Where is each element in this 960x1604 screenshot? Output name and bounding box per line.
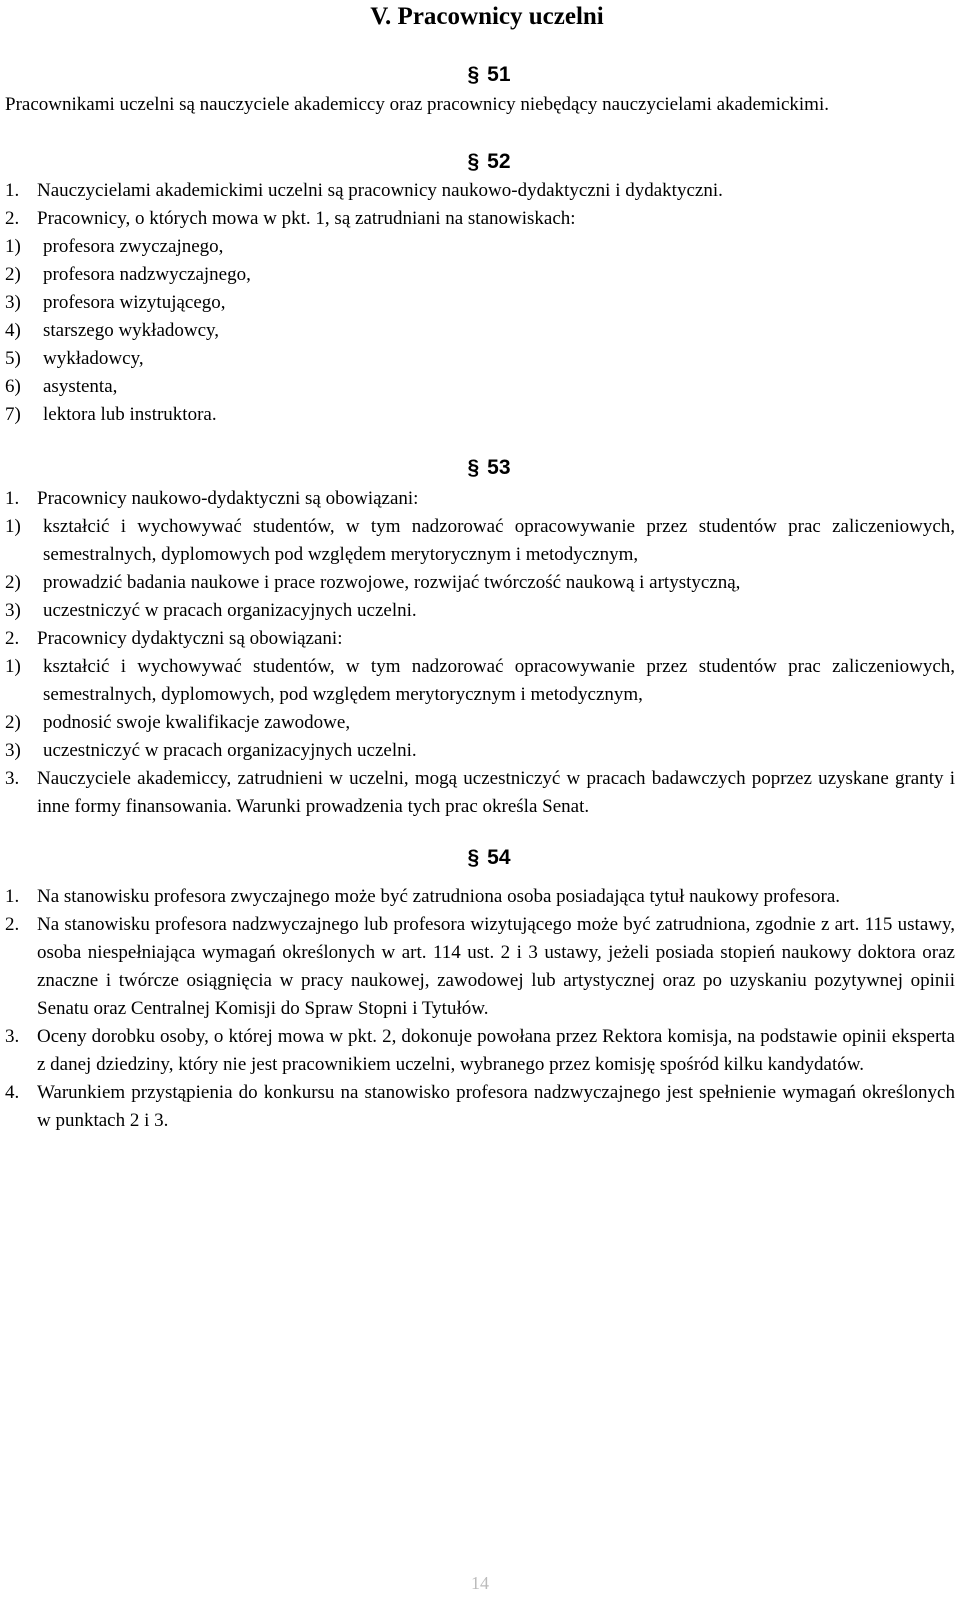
subitem-text: kształcić i wychowywać studentów, w tym nadzorować opracowywanie przez studentów prac zaliczeniowych, semestralnych, dyplomowych pod względem merytorycznym i metodycznym, — [43, 516, 955, 565]
point-number: 2. — [5, 208, 20, 229]
subitem-number: 6) — [5, 376, 21, 397]
subitem-text: asystenta, — [43, 376, 118, 397]
subitem-number: 1) — [5, 236, 21, 257]
point — [5, 1079, 955, 1135]
subitem-text: lektora lub instruktora. — [43, 404, 217, 425]
point — [5, 1023, 955, 1079]
subitem-number: 7) — [5, 404, 21, 425]
point-number: 1. — [5, 488, 20, 509]
section-number: 52 — [487, 150, 511, 173]
section-symbol: § — [467, 846, 480, 869]
subitem-number: 2) — [5, 264, 21, 285]
subitem-number: 3) — [5, 292, 21, 313]
subitem-number: 5) — [5, 348, 21, 369]
subitem-text: uczestniczyć w pracach organizacyjnych uczelni. — [43, 740, 417, 761]
point-text: Oceny dorobku osoby, o której mowa w pkt. 2, dokonuje powołana przez Rektora komisja, na podstawie opinii eksperta z danej dziedziny, który nie jest pracownikiem uczelni, wybranego przez komisję spośród kilku kandydatów. — [37, 1026, 955, 1075]
section-number: 53 — [487, 456, 511, 479]
subitem-number: 3) — [5, 740, 21, 761]
subitem-text: profesora wizytującego, — [43, 292, 226, 313]
point-text: Na stanowisku profesora zwyczajnego może być zatrudniona osoba posiadająca tytuł naukowy profesora. — [37, 886, 841, 907]
point-number: 1. — [5, 886, 20, 907]
section-heading — [5, 453, 955, 483]
point — [5, 177, 955, 205]
point-number: 1. — [5, 180, 20, 201]
subitem — [5, 709, 955, 737]
subitem — [5, 289, 955, 317]
point-text: Na stanowisku profesora nadzwyczajnego lub profesora wizytującego może być zatrudniona, zgodnie z art. 115 ustawy, osoba niespełniająca wymagań określonych w art. 114 ust. 2 i 3 ustawy, jeżeli posiada stopień naukowy doktora oraz znaczne i twórcze osiągnięcia w pracy naukowej, zawodowej lub artystycznej oraz po uzyskaniu pozytywnej opinii Senatu oraz Centralnej Komisji do Spraw Stopni i Tytułów. — [37, 914, 955, 1019]
subitem — [5, 597, 955, 625]
point — [5, 625, 955, 653]
section-number: 51 — [487, 63, 511, 86]
subitem-text: profesora zwyczajnego, — [43, 236, 224, 257]
section-symbol: § — [467, 150, 480, 173]
point-number: 2. — [5, 628, 20, 649]
subitem — [5, 737, 955, 765]
point-number: 3. — [5, 768, 20, 789]
point-text: Warunkiem przystąpienia do konkursu na stanowisko profesora nadzwyczajnego jest spełnienie wymagań określonych w punktach 2 i 3. — [37, 1082, 955, 1131]
document-page — [5, 0, 955, 1135]
section-54 — [5, 843, 955, 1135]
point-number: 3. — [5, 1026, 20, 1047]
point — [5, 911, 955, 1023]
section-text: Pracownikami uczelni są nauczyciele akademiccy oraz pracownicy niebędący nauczycielami akademickimi. — [5, 94, 829, 115]
subitem — [5, 345, 955, 373]
point — [5, 883, 955, 911]
section-53 — [5, 453, 955, 821]
subitem — [5, 373, 955, 401]
point-text: Nauczycielami akademickimi uczelni są pracownicy naukowo-dydaktyczni i dydaktyczni. — [37, 180, 723, 201]
subitem — [5, 233, 955, 261]
subitem — [5, 569, 955, 597]
chapter-title: V. Pracownicy uczelni — [370, 3, 604, 30]
subitem — [5, 401, 955, 429]
subitem — [5, 261, 955, 289]
subitem-text: kształcić i wychowywać studentów, w tym nadzorować opracowywanie przez studentów prac zaliczeniowych, semestralnych, dyplomowych, pod względem merytorycznym i metodycznym, — [43, 656, 955, 705]
point-number: 2. — [5, 914, 20, 935]
subitem-text: uczestniczyć w pracach organizacyjnych uczelni. — [43, 600, 417, 621]
subitem-text: profesora nadzwyczajnego, — [43, 264, 251, 285]
subitem-text: wykładowcy, — [43, 348, 144, 369]
point-text: Pracownicy, o których mowa w pkt. 1, są zatrudniani na stanowiskach: — [37, 208, 576, 229]
section-heading — [5, 60, 955, 90]
section-heading — [5, 147, 955, 177]
point-number: 4. — [5, 1082, 20, 1103]
point — [5, 485, 955, 513]
subitem-number: 1) — [5, 656, 21, 677]
point — [5, 765, 955, 821]
section-symbol: § — [467, 63, 480, 86]
subitem-number: 4) — [5, 320, 21, 341]
point-text: Pracownicy naukowo-dydaktyczni są obowiązani: — [37, 488, 419, 509]
subitem-text: podnosić swoje kwalifikacje zawodowe, — [43, 712, 351, 733]
section-symbol: § — [467, 456, 480, 479]
subitem — [5, 513, 955, 569]
point-text: Nauczyciele akademiccy, zatrudnieni w uczelni, mogą uczestniczyć w pracach badawczych poprzez uzyskane granty i inne formy finansowania. Warunki prowadzenia tych prac określa Senat. — [37, 768, 955, 817]
section-51 — [5, 60, 955, 119]
subitem — [5, 653, 955, 709]
page-number: 14 — [471, 1573, 489, 1593]
subitem-number: 1) — [5, 516, 21, 537]
section-number: 54 — [487, 846, 511, 869]
subitem-number: 2) — [5, 712, 21, 733]
section-52 — [5, 147, 955, 429]
point-text: Pracownicy dydaktyczni są obowiązani: — [37, 628, 343, 649]
subitem-number: 2) — [5, 572, 21, 593]
point — [5, 205, 955, 233]
subitem-text: starszego wykładowcy, — [43, 320, 220, 341]
section-heading — [5, 843, 955, 873]
subitem-text: prowadzić badania naukowe i prace rozwojowe, rozwijać twórczość naukową i artystyczną, — [43, 572, 741, 593]
subitem-number: 3) — [5, 600, 21, 621]
subitem — [5, 317, 955, 345]
